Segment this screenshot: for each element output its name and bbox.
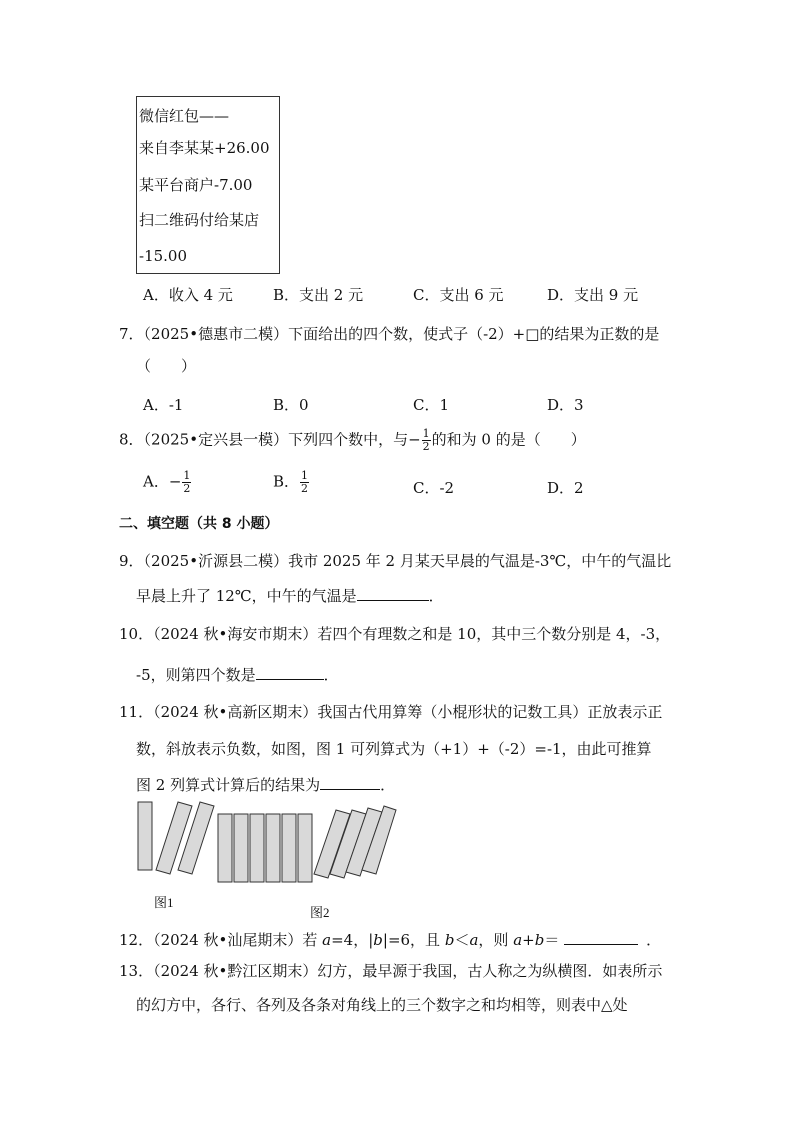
q7-option-c: C．1 bbox=[413, 396, 450, 414]
var-a: a bbox=[322, 931, 332, 949]
rod-upright bbox=[138, 802, 152, 870]
rod-upright bbox=[250, 814, 264, 882]
q12-stem bbox=[119, 929, 661, 950]
q8-option-b-label: B． bbox=[273, 472, 300, 491]
q12-eq3: ＝ bbox=[544, 931, 565, 949]
q6-option-a: A．收入 4 元 bbox=[143, 286, 233, 304]
q13-stem: 13．（2024 秋•黔江区期末）幻方，最早源于我国，古人称之为纵横图．如表所示 bbox=[119, 962, 663, 980]
answer-blank[interactable] bbox=[320, 775, 380, 790]
q8-option-a-num: 1 bbox=[183, 469, 191, 482]
q12-prefix: 12．（2024 秋•汕尾期末）若 bbox=[119, 931, 323, 949]
var-b: b bbox=[373, 931, 383, 949]
q11-stem: 11．（2024 秋•高新区期末）我国古代用算筹（小棍形状的记数工具）正放表示正 bbox=[119, 703, 663, 721]
q12-eq1: =4，| bbox=[331, 931, 374, 949]
counting-rods-figure bbox=[130, 796, 400, 926]
q12-period: ． bbox=[646, 931, 662, 949]
q8-stem bbox=[119, 428, 586, 453]
q9-stem: 9．（2025•沂源县二模）我市 2025 年 2 月某天早晨的气温是-3℃，中午的气温比 bbox=[119, 552, 672, 570]
q7-option-a: A．-1 bbox=[143, 396, 184, 414]
q7-paren: （ ） bbox=[136, 357, 197, 375]
q6-option-d: D．支出 9 元 bbox=[547, 286, 639, 304]
figure-1-label: 图1 bbox=[154, 895, 174, 910]
q8-option-c: C．-2 bbox=[413, 479, 455, 497]
q10-stem: 10．（2024 秋•海安市期末）若四个有理数之和是 10，其中三个数分别是 4，-3， bbox=[119, 625, 671, 643]
q11-period: ． bbox=[380, 776, 396, 794]
q7-option-b: B．0 bbox=[273, 396, 309, 414]
q8-option-a-den: 2 bbox=[183, 482, 191, 495]
q8-option-b-den: 2 bbox=[301, 482, 309, 495]
rods-svg bbox=[130, 796, 400, 896]
q11-line2: 数，斜放表示负数，如图，图 1 可列算式为（+1）+（-2）=-1，由此可推算 bbox=[136, 740, 652, 758]
var-b: b bbox=[534, 931, 545, 949]
var-a: a bbox=[469, 931, 479, 949]
var-b: b bbox=[444, 931, 455, 949]
q8-option-a bbox=[143, 470, 192, 495]
q12-eq2: |=6，且 bbox=[382, 931, 445, 949]
receipt-line: 来自李某某+26.00 bbox=[139, 139, 270, 157]
q8-option-a-label: A． bbox=[143, 472, 169, 491]
q10-line2-text: -5，则第四个数是 bbox=[136, 666, 256, 684]
rod-upright bbox=[234, 814, 248, 882]
var-a: a bbox=[513, 931, 523, 949]
q6-option-c: C．支出 6 元 bbox=[413, 286, 504, 304]
q8-frac-num: 1 bbox=[422, 427, 430, 440]
section-title: 二、填空题（共 8 小题） bbox=[119, 516, 279, 532]
rod-upright bbox=[266, 814, 280, 882]
q13-line2: 的幻方中，各行、各列及各条对角线上的三个数字之和均相等，则表中△处 bbox=[136, 996, 628, 1014]
q8-option-a-neg: − bbox=[168, 472, 182, 491]
q9-period: ． bbox=[428, 587, 444, 605]
receipt-box bbox=[136, 96, 280, 274]
q10-line2 bbox=[136, 664, 339, 685]
q8-option-a-fraction bbox=[182, 470, 191, 495]
receipt-line: -15.00 bbox=[139, 247, 188, 265]
q6-option-b: B．支出 2 元 bbox=[273, 286, 364, 304]
q11-line3-text: 图 2 列算式计算后的结果为 bbox=[136, 776, 321, 794]
q8-suffix: 的和为 0 的是（ ） bbox=[431, 430, 586, 449]
receipt-line: 扫二维码付给某店 bbox=[139, 211, 260, 229]
q8-fraction bbox=[422, 428, 431, 453]
receipt-line: 微信红包—— bbox=[139, 107, 230, 125]
rod-upright bbox=[282, 814, 296, 882]
q8-option-b-fraction bbox=[300, 470, 309, 495]
q8-frac-den: 2 bbox=[422, 440, 430, 453]
q8-option-d: D．2 bbox=[547, 479, 584, 497]
figure-2-label: 图2 bbox=[310, 905, 330, 920]
receipt-line: 某平台商户-7.00 bbox=[139, 176, 253, 194]
q12-plus: + bbox=[522, 931, 535, 949]
rod-upright bbox=[298, 814, 312, 882]
q8-option-b-num: 1 bbox=[301, 469, 309, 482]
q12-lt: ＜ bbox=[454, 931, 470, 949]
answer-blank[interactable] bbox=[357, 586, 429, 601]
q11-line3 bbox=[136, 774, 395, 795]
answer-blank[interactable] bbox=[256, 665, 324, 680]
q8-option-b bbox=[273, 470, 310, 495]
q9-line2-text: 早晨上升了 12℃，中午的气温是 bbox=[136, 587, 357, 605]
rod-upright bbox=[218, 814, 232, 882]
q9-line2 bbox=[136, 585, 444, 606]
q12-comma: ，则 bbox=[478, 931, 514, 949]
q8-prefix: 8．（2025•定兴县一模）下列四个数中，与 bbox=[119, 430, 409, 449]
answer-blank[interactable] bbox=[564, 930, 638, 945]
q8-neg-sign: − bbox=[408, 430, 421, 449]
q7-option-d: D．3 bbox=[547, 396, 584, 414]
q7-stem: 7．（2025•德惠市二模）下面给出的四个数，使式子（-2）+□的结果为正数的是 bbox=[119, 325, 660, 343]
q10-period: ． bbox=[323, 666, 339, 684]
